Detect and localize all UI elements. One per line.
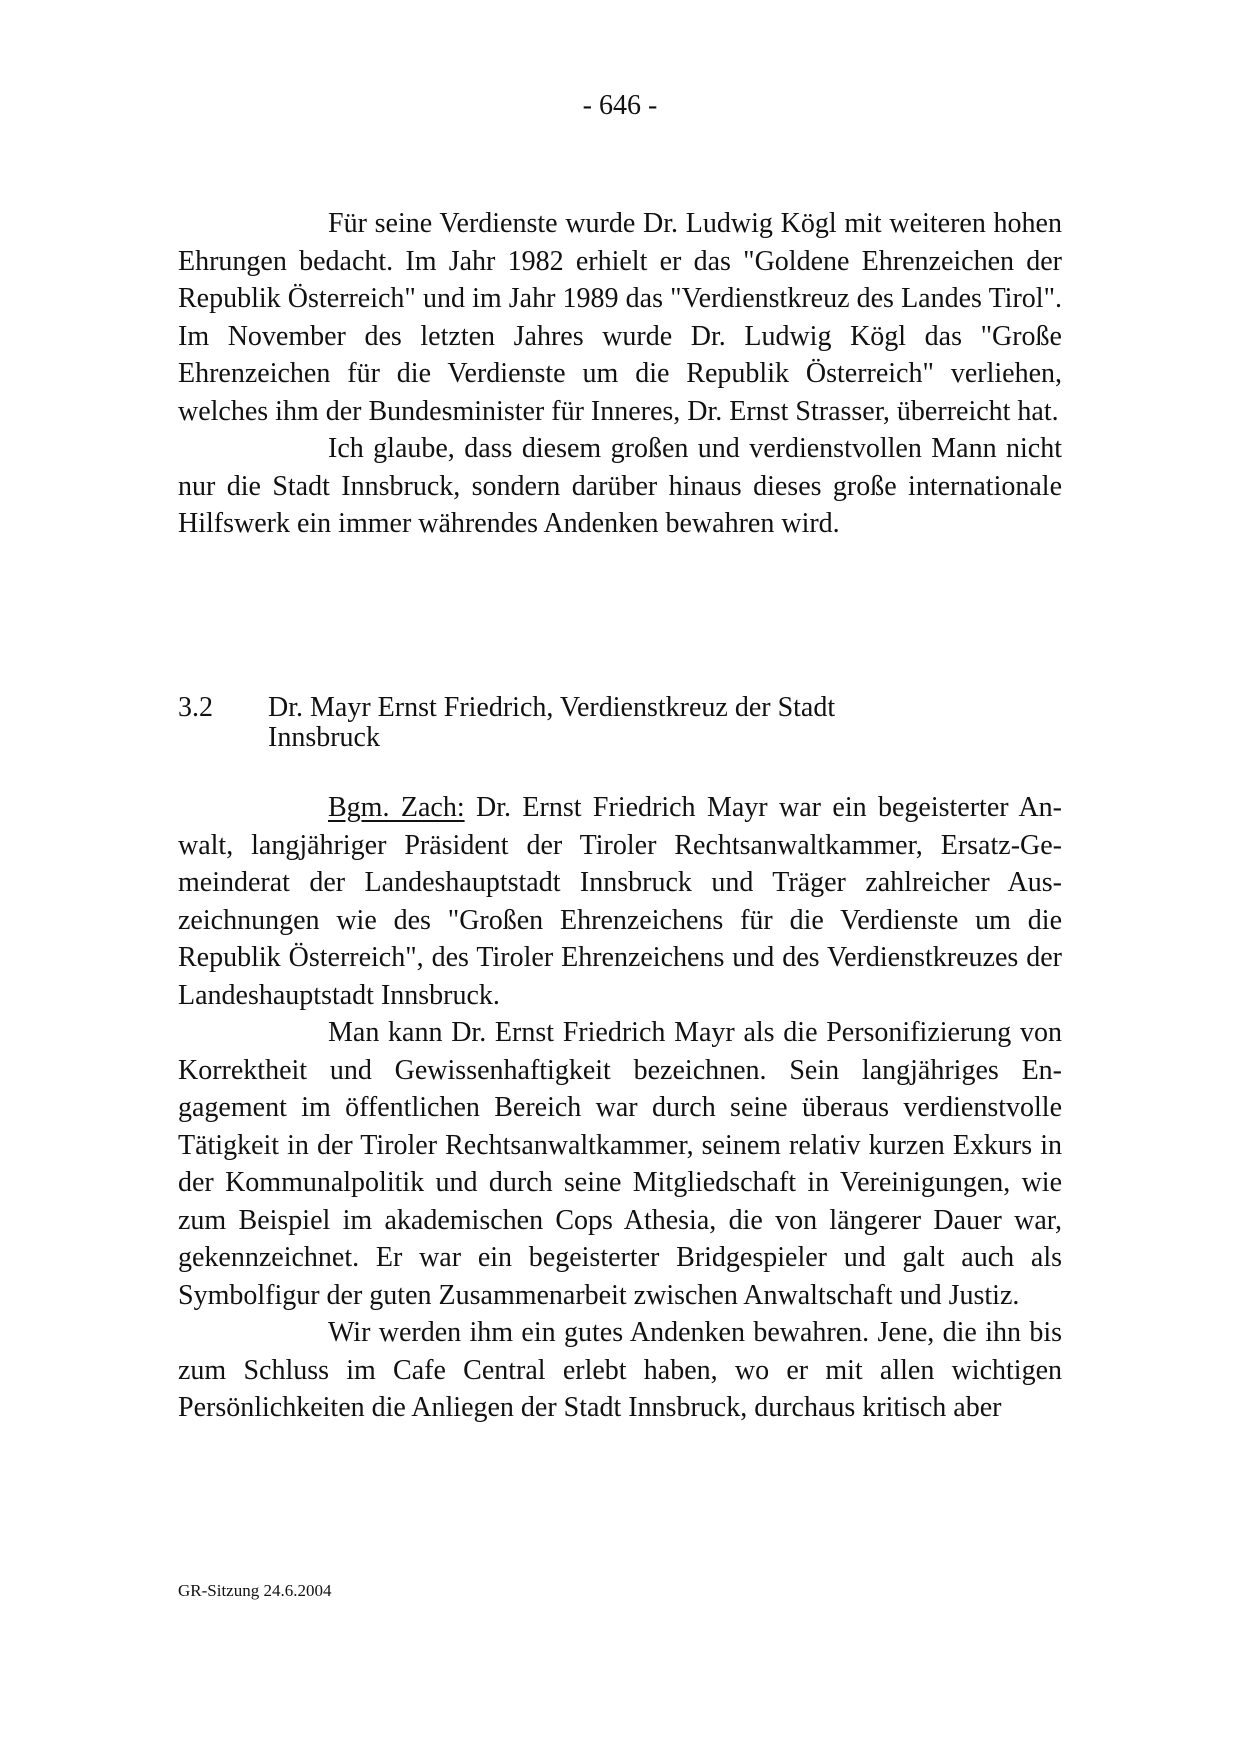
section-mayr-text xyxy=(178,789,1062,1427)
paragraph-mayr-character: Man kann Dr. Ernst Friedrich Mayr als die Personifizierung von Korrektheit und Gewissenhaftigkeit bezeichnen. Sein langjähriges Engagement im öffentlichen Bereich war durch seine überaus verdienstvolle Tätigkeit in der Tiroler Rechtsanwaltkammer, seinem relativ kurzen Exkurs in der Kommunalpolitik und durch seine Mitgliedschaft in Vereinigungen, wie zum Beispiel im akademischen Cops Athesia, die von längerer Dauer war, gekennzeichnet. Er war ein begeisterter Bridgespieler und galt auch als Symbolfigur der guten Zusammenarbeit zwischen Anwaltschaft und Justiz. xyxy=(178,1017,1062,1311)
paragraph-mayr-intro-text: Dr. Ernst Friedrich Mayr war ein begeisterter Anwalt, langjähriger Präsident der Tiroler Rechtsanwaltkammer, Ersatz-Gemeinderat der Landeshauptstadt Innsbruck und Träger zahlreicher Auszeichnungen wie des "Großen Ehrenzeichens für die Verdienste um die Republik Österreich", des Tiroler Ehrenzeichens und des Verdienstkreuzes der Landeshauptstadt Innsbruck. xyxy=(178,792,1062,1011)
page-number: - 646 - xyxy=(582,90,658,121)
paragraph-mayr-intro xyxy=(178,789,1062,1014)
paragraph-remembrance: Ich glaube, dass diesem großen und verdienstvollen Mann nicht nur die Stadt Innsbruck, sondern darüber hinaus dieses große internationale Hilfswerk ein immer währendes Andenken bewahren wird. xyxy=(178,433,1062,539)
paragraph-honours: Für seine Verdienste wurde Dr. Ludwig Kögl mit weiteren hohen Ehrungen bedacht. Im Jahr 1982 erhielt er das "Goldene Ehrenzeichen der Republik Österreich" und im Jahr 1989 das "Verdienstkreuz des Landes Tirol". Im November des letzten Jahres wurde Dr. Ludwig Kögl das "Große Ehrenzeichen für die Verdienste um die Republik Österreich" verliehen, welches ihm der Bundesminister für Inneres, Dr. Ernst Strasser, überreicht hat. xyxy=(178,208,1062,427)
section-kogl-text xyxy=(178,205,1062,543)
section-number: 3.2 xyxy=(178,692,213,723)
footer-session-date: GR-Sitzung 24.6.2004 xyxy=(178,1581,332,1600)
paragraph-mayr-remembrance: Wir werden ihm ein gutes Andenken bewahren. Jene, die ihn bis zum Schluss im Cafe Central erlebt haben, wo er mit allen wichtigen Persönlichkeiten die Anliegen der Stadt Innsbruck, durchaus kritisch aber xyxy=(178,1317,1062,1423)
section-title: Dr. Mayr Ernst Friedrich, Verdienstkreuz der Stadt Innsbruck xyxy=(268,692,836,753)
speaker-label: Bgm. Zach: xyxy=(328,792,465,823)
